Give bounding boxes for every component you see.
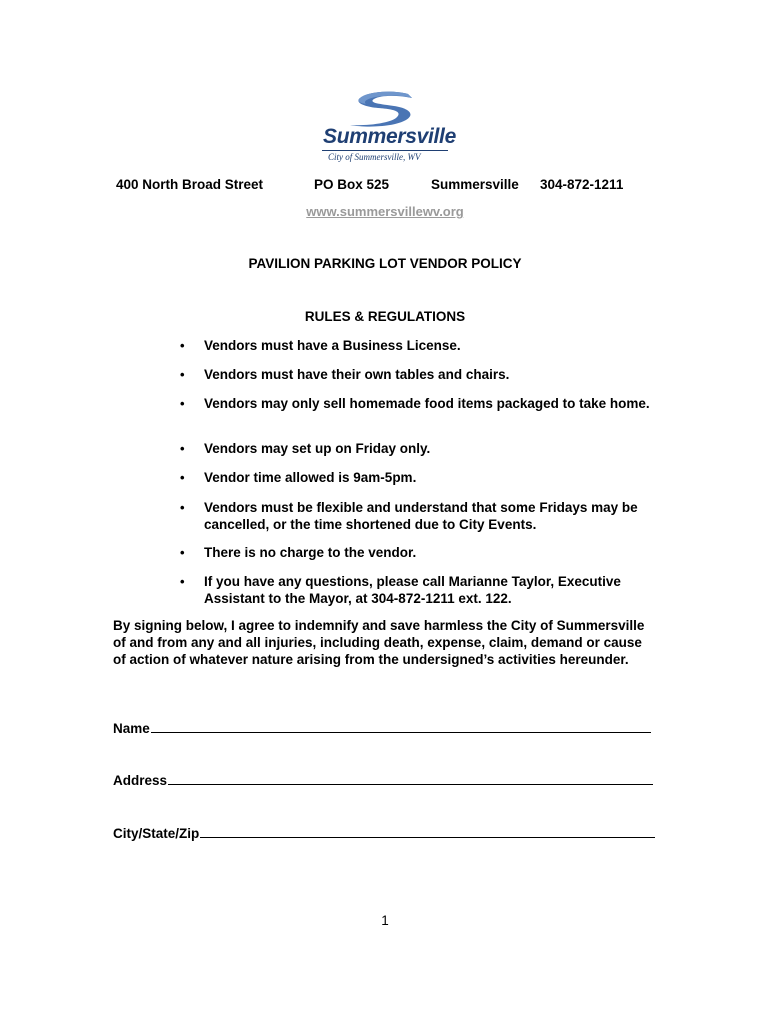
street-address: 400 North Broad Street	[116, 177, 264, 192]
list-item: If you have any questions, please call Marianne Taylor, Executive Assistant to the Mayor, at 304-872-1211 ext. 122.	[204, 574, 621, 606]
list-item: Vendors must be flexible and understand that some Fridays may be cancelled, or the time shortened due to City Events.	[204, 500, 638, 532]
list-item: There is no charge to the vendor.	[204, 545, 417, 560]
bullet: •	[180, 500, 185, 515]
address-input-line[interactable]	[168, 772, 653, 785]
summersville-logo-swoosh	[346, 90, 422, 128]
city-state-zip-input-line[interactable]	[200, 825, 655, 838]
indemnity-statement: By signing below, I agree to indemnify and save harmless the City of Summersville of and from any and all injuries, including death, expense, claim, demand or cause of action of whatever nature arising from the undersigned’s activities hereunder.	[113, 618, 645, 667]
bullet: •	[180, 470, 185, 485]
page-number: 1	[381, 913, 389, 928]
bullet: •	[180, 545, 185, 560]
bullet: •	[180, 441, 185, 456]
section-heading: RULES & REGULATIONS	[304, 309, 466, 324]
list-item: Vendors must have their own tables and chairs.	[204, 367, 510, 382]
phone-number: 304-872-1211	[540, 177, 624, 192]
name-input-line[interactable]	[151, 720, 651, 733]
city-state-zip-label: City/State/Zip	[113, 826, 200, 841]
address-field	[113, 772, 653, 788]
website-link[interactable]: www.summersvillewv.org	[306, 204, 464, 219]
logo-tagline: City of Summersville, WV	[328, 152, 421, 162]
list-item: Vendor time allowed is 9am-5pm.	[204, 470, 417, 485]
list-item: Vendors must have a Business License.	[204, 338, 461, 353]
name-label: Name	[113, 721, 150, 736]
bullet: •	[180, 396, 185, 411]
bullet: •	[180, 574, 185, 589]
bullet: •	[180, 367, 185, 382]
bullet: •	[180, 338, 185, 353]
city-name: Summersville	[431, 177, 519, 192]
list-item: Vendors may only sell homemade food items packaged to take home.	[204, 396, 650, 411]
list-item: Vendors may set up on Friday only.	[204, 441, 431, 456]
po-box: PO Box 525	[314, 177, 390, 192]
name-field	[113, 720, 651, 736]
city-state-zip-field	[113, 825, 655, 841]
logo-wordmark: Summersville	[323, 125, 456, 148]
address-label: Address	[113, 773, 168, 788]
logo-underline	[322, 150, 448, 151]
page-title: PAVILION PARKING LOT VENDOR POLICY	[248, 256, 522, 271]
swoosh-shape	[350, 92, 412, 127]
